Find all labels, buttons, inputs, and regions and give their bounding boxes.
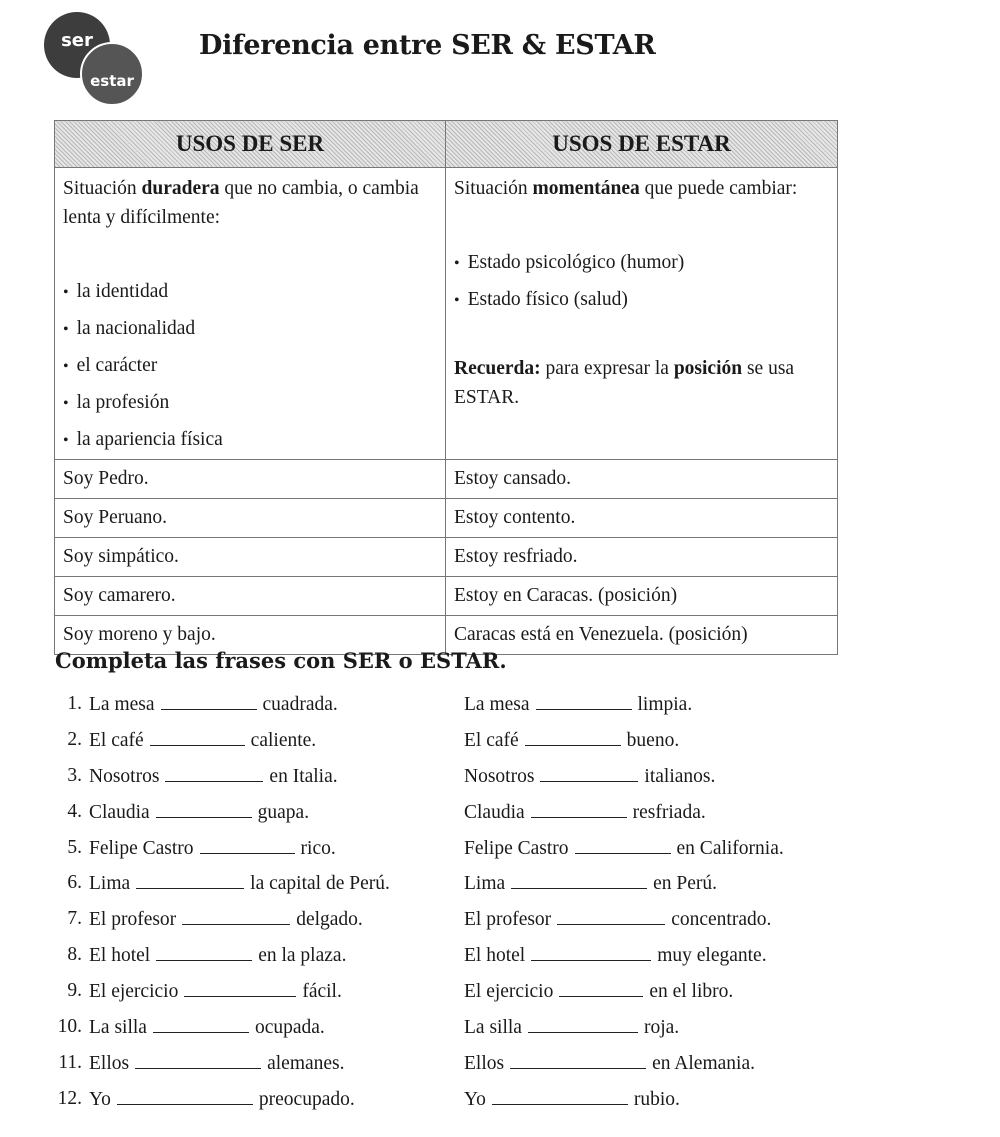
- estar-sentence: Lima en Perú.: [464, 873, 718, 895]
- exercise-row: [50, 693, 850, 729]
- exercise-number: 7.: [67, 908, 82, 930]
- exercise-number: 3.: [67, 764, 82, 786]
- ser-sentence: Ellos alemanes.: [89, 1052, 345, 1074]
- exercise-row: [50, 944, 850, 980]
- exercise-row: [50, 801, 850, 837]
- list-item: • el carácter: [63, 348, 437, 385]
- estar-example: Estoy en Caracas. (posición): [446, 577, 838, 616]
- estar-sentence: Yo rubio.: [464, 1088, 680, 1110]
- exercise-list: [50, 693, 850, 1124]
- estar-example: Estoy cansado.: [446, 460, 838, 499]
- ser-sentence: Felipe Castro rico.: [89, 837, 336, 859]
- exercise-number: 4.: [67, 800, 82, 822]
- exercise-row: [50, 729, 850, 765]
- answer-blank[interactable]: [165, 765, 263, 782]
- exercise-number: 8.: [67, 944, 82, 966]
- exercise-number: 11.: [58, 1051, 82, 1073]
- ser-intro: Situación duradera que no cambia, o cambia lenta y difícilmente:: [63, 178, 419, 228]
- answer-blank[interactable]: [161, 693, 257, 710]
- list-item: • la apariencia física: [63, 422, 437, 459]
- list-item: • la nacionalidad: [63, 311, 437, 348]
- answer-blank[interactable]: [511, 872, 647, 889]
- answer-blank[interactable]: [135, 1052, 261, 1069]
- answer-blank[interactable]: [559, 980, 643, 997]
- recuerda-note: Recuerda: para expresar la posición se usa ESTAR.: [454, 358, 795, 408]
- estar-description-cell: [446, 168, 838, 460]
- answer-blank[interactable]: [540, 765, 638, 782]
- ser-example: Soy simpático.: [55, 538, 446, 577]
- exercise-row: [50, 765, 850, 801]
- estar-sentence: Felipe Castro en California.: [464, 837, 784, 859]
- answer-blank[interactable]: [117, 1088, 253, 1105]
- answer-blank[interactable]: [182, 908, 290, 925]
- example-row: [55, 538, 838, 577]
- example-row: [55, 460, 838, 499]
- exercise-number: 9.: [67, 980, 82, 1002]
- estar-uses-list: [454, 245, 829, 319]
- estar-example: Caracas está en Venezuela. (posición): [446, 616, 838, 655]
- estar-sentence: La silla roja.: [464, 1017, 680, 1039]
- list-item: • la profesión: [63, 385, 437, 422]
- answer-blank[interactable]: [150, 729, 245, 746]
- estar-sentence: El café bueno.: [464, 729, 680, 751]
- list-item: • Estado físico (salud): [454, 282, 829, 319]
- ser-uses-list: [63, 274, 437, 459]
- exercise-row: [50, 908, 850, 944]
- ser-sentence: Lima la capital de Perú.: [89, 873, 390, 895]
- answer-blank[interactable]: [528, 1016, 638, 1033]
- answer-blank[interactable]: [510, 1052, 646, 1069]
- ser-description-cell: [55, 168, 446, 460]
- logo-ser-text: ser: [61, 29, 93, 51]
- ser-example: Soy camarero.: [55, 577, 446, 616]
- exercise-number: 10.: [57, 1016, 82, 1038]
- logo-estar-circle: [80, 42, 144, 106]
- estar-example: Estoy contento.: [446, 499, 838, 538]
- example-row: [55, 577, 838, 616]
- exercise-row: [50, 980, 850, 1016]
- ser-sentence: El ejercicio fácil.: [89, 981, 342, 1003]
- answer-blank[interactable]: [492, 1088, 628, 1105]
- ser-sentence: La mesa cuadrada.: [89, 694, 338, 715]
- list-item: • Estado psicológico (humor): [454, 245, 829, 282]
- exercise-row: [50, 1088, 850, 1124]
- list-item: • la identidad: [63, 274, 437, 311]
- answer-blank[interactable]: [156, 801, 252, 818]
- exercise-row: [50, 1052, 850, 1088]
- header-ser: USOS DE SER: [55, 121, 446, 168]
- ser-sentence: Claudia guapa.: [89, 801, 310, 823]
- logo-estar-text: estar: [90, 72, 134, 90]
- exercise-row: [50, 872, 850, 908]
- answer-blank[interactable]: [153, 1016, 249, 1033]
- estar-sentence: Ellos en Alemania.: [464, 1052, 755, 1074]
- answer-blank[interactable]: [531, 801, 627, 818]
- exercise-number: 5.: [67, 836, 82, 858]
- estar-intro: Situación momentánea que puede cambiar:: [454, 178, 798, 199]
- ser-sentence: Yo preocupado.: [89, 1088, 355, 1110]
- answer-blank[interactable]: [200, 837, 295, 854]
- estar-sentence: La mesa limpia.: [464, 694, 693, 715]
- ser-estar-logo: [44, 12, 144, 107]
- ser-example: Soy moreno y bajo.: [55, 616, 446, 655]
- estar-sentence: El profesor concentrado.: [464, 909, 772, 931]
- ser-sentence: El café caliente.: [89, 729, 317, 751]
- exercise-row: [50, 837, 850, 873]
- ser-example: Soy Pedro.: [55, 460, 446, 499]
- header-estar: USOS DE ESTAR: [446, 121, 838, 168]
- estar-sentence: El hotel muy elegante.: [464, 945, 767, 967]
- answer-blank[interactable]: [184, 980, 296, 997]
- estar-sentence: Nosotros italianos.: [464, 765, 716, 787]
- estar-sentence: El ejercicio en el libro.: [464, 981, 734, 1003]
- ser-sentence: El hotel en la plaza.: [89, 945, 347, 967]
- exercise-number: 2.: [67, 728, 82, 750]
- exercise-row: [50, 1016, 850, 1052]
- estar-example: Estoy resfriado.: [446, 538, 838, 577]
- answer-blank[interactable]: [156, 944, 252, 961]
- estar-sentence: Claudia resfriada.: [464, 801, 706, 823]
- ser-sentence: La silla ocupada.: [89, 1017, 325, 1039]
- exercise-number: 12.: [57, 1087, 82, 1109]
- page-title: Diferencia entre SER & ESTAR: [199, 30, 656, 61]
- exercise-number: 1.: [67, 693, 82, 714]
- exercise-title: Completa las frases con SER o ESTAR.: [55, 648, 507, 673]
- ser-sentence: El profesor delgado.: [89, 909, 363, 931]
- answer-blank[interactable]: [136, 872, 244, 889]
- answer-blank[interactable]: [536, 693, 632, 710]
- usage-table: [54, 120, 838, 655]
- exercise-number: 6.: [67, 872, 82, 894]
- answer-blank[interactable]: [531, 944, 651, 961]
- example-row: [55, 499, 838, 538]
- ser-example: Soy Peruano.: [55, 499, 446, 538]
- ser-sentence: Nosotros en Italia.: [89, 765, 338, 787]
- answer-blank[interactable]: [575, 837, 671, 854]
- answer-blank[interactable]: [557, 908, 665, 925]
- answer-blank[interactable]: [525, 729, 621, 746]
